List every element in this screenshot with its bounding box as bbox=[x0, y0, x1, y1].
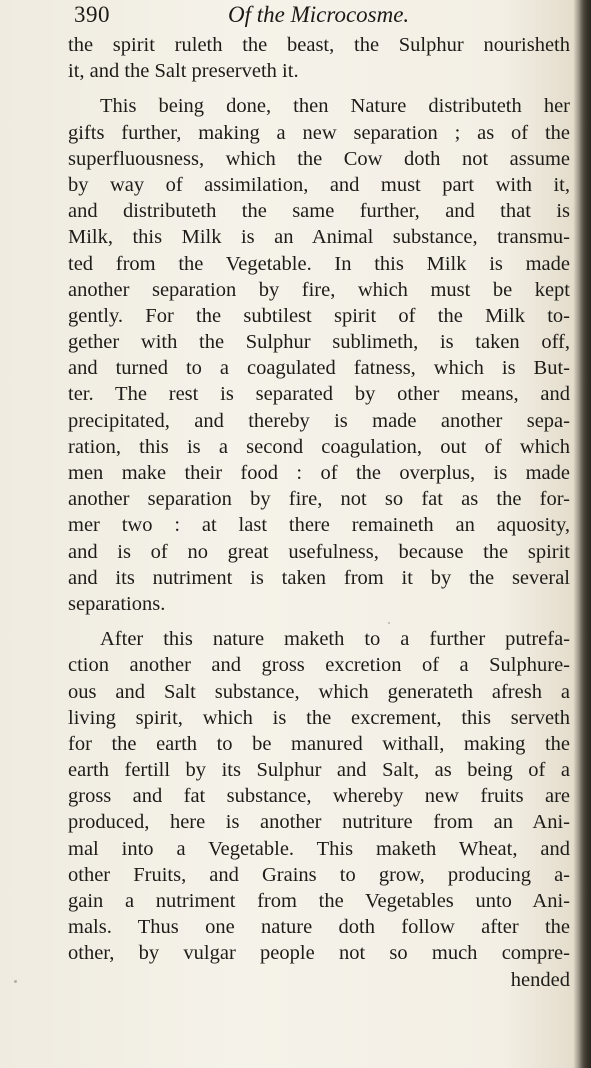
page-header bbox=[74, 2, 554, 32]
text-line: other Fruits, and Grains to grow, producing a- bbox=[68, 863, 570, 886]
page-edge-shadow bbox=[579, 0, 591, 1068]
text-line: mer two : at last there remaineth an aquosity, bbox=[68, 514, 570, 537]
text-line: ction another and gross excretion of a Sulphure- bbox=[68, 654, 570, 677]
text-line: separations. bbox=[68, 592, 166, 615]
running-head: Of the Microcosme. bbox=[228, 2, 410, 27]
text-line: by way of assimilation, and must part with it, bbox=[68, 173, 570, 196]
text-line: the spirit ruleth the beast, the Sulphur nourisheth bbox=[68, 34, 570, 56]
text-line: gether with the Sulphur sublimeth, is taken off, bbox=[68, 331, 570, 354]
body-text bbox=[68, 32, 570, 993]
paragraph bbox=[68, 93, 570, 617]
text-line: ous and Salt substance, which generateth afresh a bbox=[68, 680, 570, 703]
text-line: and its nutriment is taken from it by the several bbox=[68, 566, 570, 589]
text-line: mal into a Vegetable. This maketh Wheat, and bbox=[68, 837, 570, 860]
text-line: and is of no great usefulness, because the spirit bbox=[68, 540, 570, 563]
text-line: This being done, then Nature distributeth her bbox=[100, 95, 570, 118]
text-line: it, and the Salt preserveth it. bbox=[68, 60, 299, 83]
page-number: 390 bbox=[74, 2, 110, 27]
text-line: ter. The rest is separated by other means, and bbox=[68, 383, 570, 406]
text-line: earth fertill by its Sulphur and Salt, as being of a bbox=[68, 759, 570, 782]
paper-speck bbox=[14, 980, 17, 983]
text-line: mals. Thus one nature doth follow after the bbox=[68, 916, 570, 939]
text-line: After this nature maketh to a further putrefa- bbox=[100, 628, 570, 651]
text-line: living spirit, which is the excrement, this serveth bbox=[68, 706, 570, 729]
paragraph bbox=[68, 32, 570, 84]
catchword: hended bbox=[510, 968, 570, 991]
text-line: another separation by fire, which must be kept bbox=[68, 278, 570, 301]
paper-speck bbox=[388, 622, 390, 624]
text-line: and turned to a coagulated fatness, which is But- bbox=[68, 357, 570, 380]
text-line: precipitated, and thereby is made another sepa- bbox=[68, 409, 570, 432]
text-line: other, by vulgar people not so much compre- bbox=[68, 942, 570, 965]
text-line: gifts further, making a new separation ; as of the bbox=[68, 121, 570, 144]
text-line: produced, here is another nutriture from an Ani- bbox=[68, 811, 570, 834]
text-line: gain a nutriment from the Vegetables unto Ani- bbox=[68, 890, 570, 912]
paragraph bbox=[68, 626, 570, 966]
text-line: superfluousness, which the Cow doth not assume bbox=[68, 147, 570, 170]
text-line: ted from the Vegetable. In this Milk is made bbox=[68, 252, 570, 275]
text-line: another separation by fire, not so fat as the for- bbox=[68, 488, 570, 511]
text-line: for the earth to be manured withall, making the bbox=[68, 732, 570, 755]
text-line: ration, this is a second coagulation, out of which bbox=[68, 435, 570, 458]
text-line: men make their food : of the overplus, is made bbox=[68, 462, 570, 484]
text-line: Milk, this Milk is an Animal substance, transmu- bbox=[68, 226, 570, 249]
text-line: gross and fat substance, whereby new fruits are bbox=[68, 785, 570, 808]
text-line: gently. For the subtilest spirit of the Milk to- bbox=[68, 304, 570, 327]
text-line: and distributeth the same further, and that is bbox=[68, 200, 570, 223]
